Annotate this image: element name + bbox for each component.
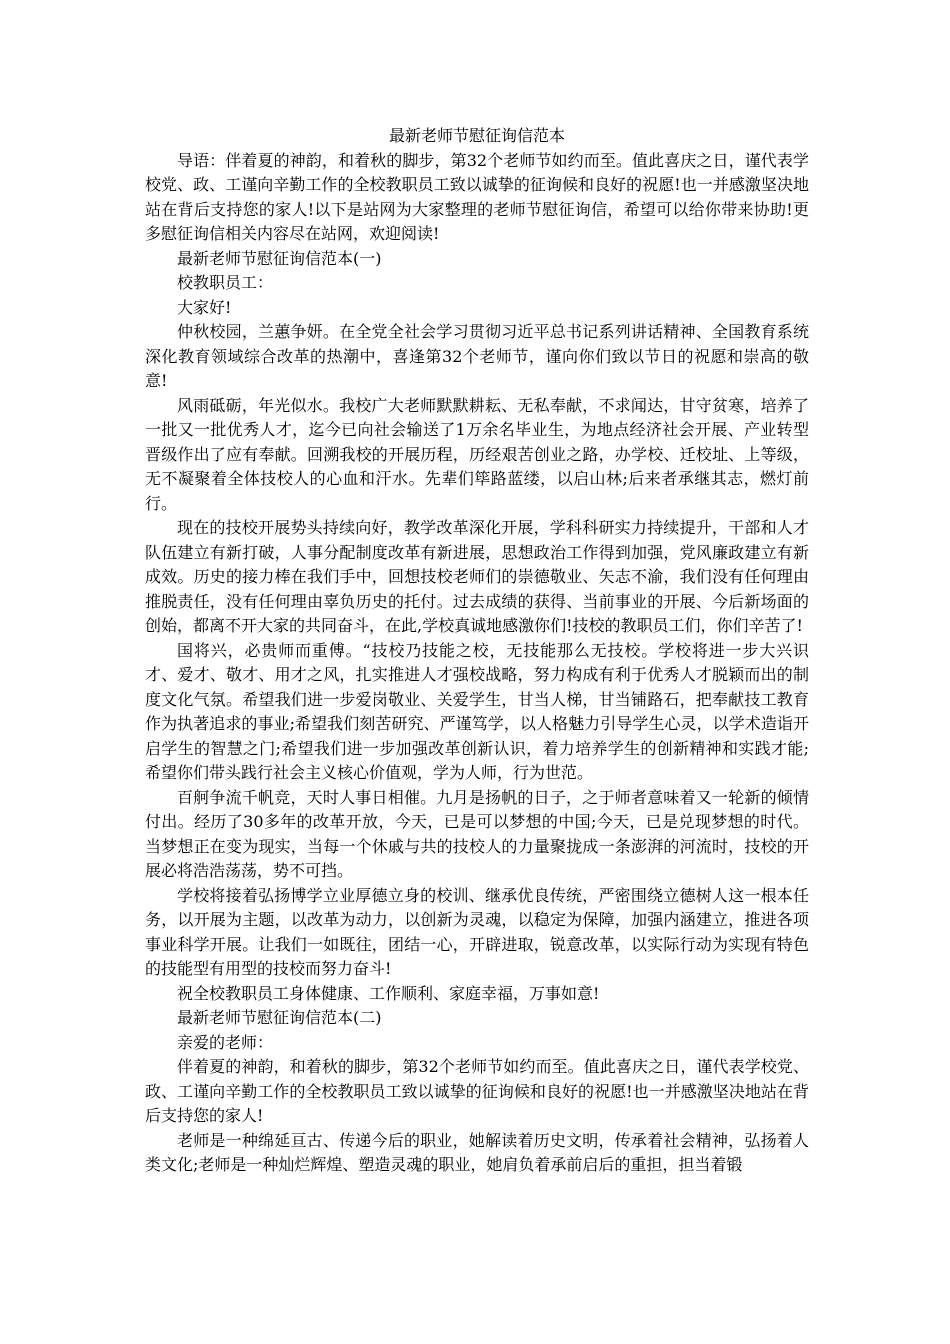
section-heading-2: 最新老师节慰征询信范本(二) — [177, 1008, 382, 1027]
body-paragraph: 国将兴，必贵师而重傅。“技校乃技能之校，无技能那么无技校。学校将进一步大兴识才、爱才、敬才、用才之风，扎实推进人才强校战略，努力构成有利于优秀人才脱颖而出的制度文化气氛。希望我们进一步爱岗敬业、关爱学生，甘当人梯，甘当铺路石，把奉献技工教育作为执著追求的事业;希望我们刻苦研究、严谨笃学，以人格魅力引导学生心灵，以学术造诣开启学生的智慧之门;希望我们进一步加强改革创新认识，着力培养学生的创新精神和实践才能;希望你们带头践行社会主义核心价值观，学为人师，行为世范。 — [145, 640, 809, 782]
body-paragraph: 伴着夏的神韵，和着秋的脚步，第32个老师节如约而至。值此喜庆之日，谨代表学校党、政、工谨向辛勤工作的全校教职员工致以诚挚的征询候和良好的祝愿!也一并感激坚决地站在背后支持您的家人! — [145, 1057, 809, 1125]
body-paragraph: 学校将接着弘扬博学立业厚德立身的校训、继承优良传统，严密围绕立德树人这一根本任务，以开展为主题，以改革为动力，以创新为灵魂，以稳定为保障，加强内涵建立，推进各项事业科学开展。让我们一如既往，团结一心，开辟进取，锐意改革，以实际行动为实现有特色的技能型有用型的技校而努力奋斗! — [145, 885, 809, 978]
section-heading-1: 最新老师节慰征询信范本(一) — [177, 248, 382, 268]
body-paragraph: 现在的技校开展势头持续向好，教学改革深化开展，学科科研实力持续提升，干部和人才队伍建立有新打破，人事分配制度改革有新进展，思想政治工作得到加强，党风廉政建立有新成效。历史的接力棒在我们手中，回想技校老师们的崇德敬业、矢志不渝，我们没有任何理由推脱责任，没有任何理由辜负历史的托付。过去成绩的获得、当前事业的开展、今后新场面的创始，都离不开大家的共同奋斗，在此,学校真诚地感激你们!技校的教职员工们，你们辛苦了! — [145, 518, 809, 635]
body-paragraph: 老师是一种绵延亘古、传递今后的职业，她解读着历史文明，传承着社会精神，弘扬着人类文化;老师是一种灿烂辉煌、塑造灵魂的职业，她肩负着承前启后的重担，担当着锻 — [145, 1130, 809, 1174]
salutation: 校教职员工： — [177, 273, 274, 292]
salutation: 亲爱的老师： — [177, 1032, 274, 1052]
document-page — [145, 124, 809, 1178]
closing-wish: 祝全校教职员工身体健康、工作顺利、家庭幸福，万事如意! — [177, 983, 600, 1003]
document-title: 最新老师节慰征询信范本 — [388, 126, 565, 145]
body-paragraph: 百舸争流千帆竞，天时人事日相催。九月是扬帆的日子，之于师者意味着又一轮新的倾情付出。经历了30多年的改革开放，今天，已是可以梦想的中国;今天，已是兑现梦想的时代。当梦想正在变为现实，当每一个休戚与共的技校人的力量聚拢成一条澎湃的河流时，技校的开展必将浩浩荡荡，势不可挡。 — [145, 787, 809, 880]
body-paragraph: 仲秋校园，兰蕙争妍。在全党全社会学习贯彻习近平总书记系列讲话精神、全国教育系统深化教育领域综合改革的热潮中，喜逢第32个老师节，谨向你们致以节日的祝愿和崇高的敬意! — [145, 322, 809, 390]
greeting: 大家好! — [177, 297, 232, 317]
body-paragraph: 风雨砥砺，年光似水。我校广大老师默默耕耘、无私奉献，不求闻达，甘守贫寒，培养了一批又一批优秀人才，迄今已向社会输送了1万余名毕业生，为地点经济社会开展、产业转型晋级作出了应有奉献。回溯我校的开展历程，历经艰苦创业之路，办学校、迁校址、上等级，无不凝聚着全体技校人的心血和汗水。先辈们筚路蓝缕，以启山林;后来者承继其志，燃灯前行。 — [145, 395, 809, 513]
intro-paragraph: 导语：伴着夏的神韵，和着秋的脚步，第32个老师节如约而至。值此喜庆之日，谨代表学校党、政、工谨向辛勤工作的全校教职员工致以诚挚的征询候和良好的祝愿!也一并感激坚决地站在背后支持您的家人!以下是站网为大家整理的老师节慰征询信，希望可以给你带来协助!更多慰征询信相关内容尽在站网，欢迎阅读! — [145, 150, 809, 243]
